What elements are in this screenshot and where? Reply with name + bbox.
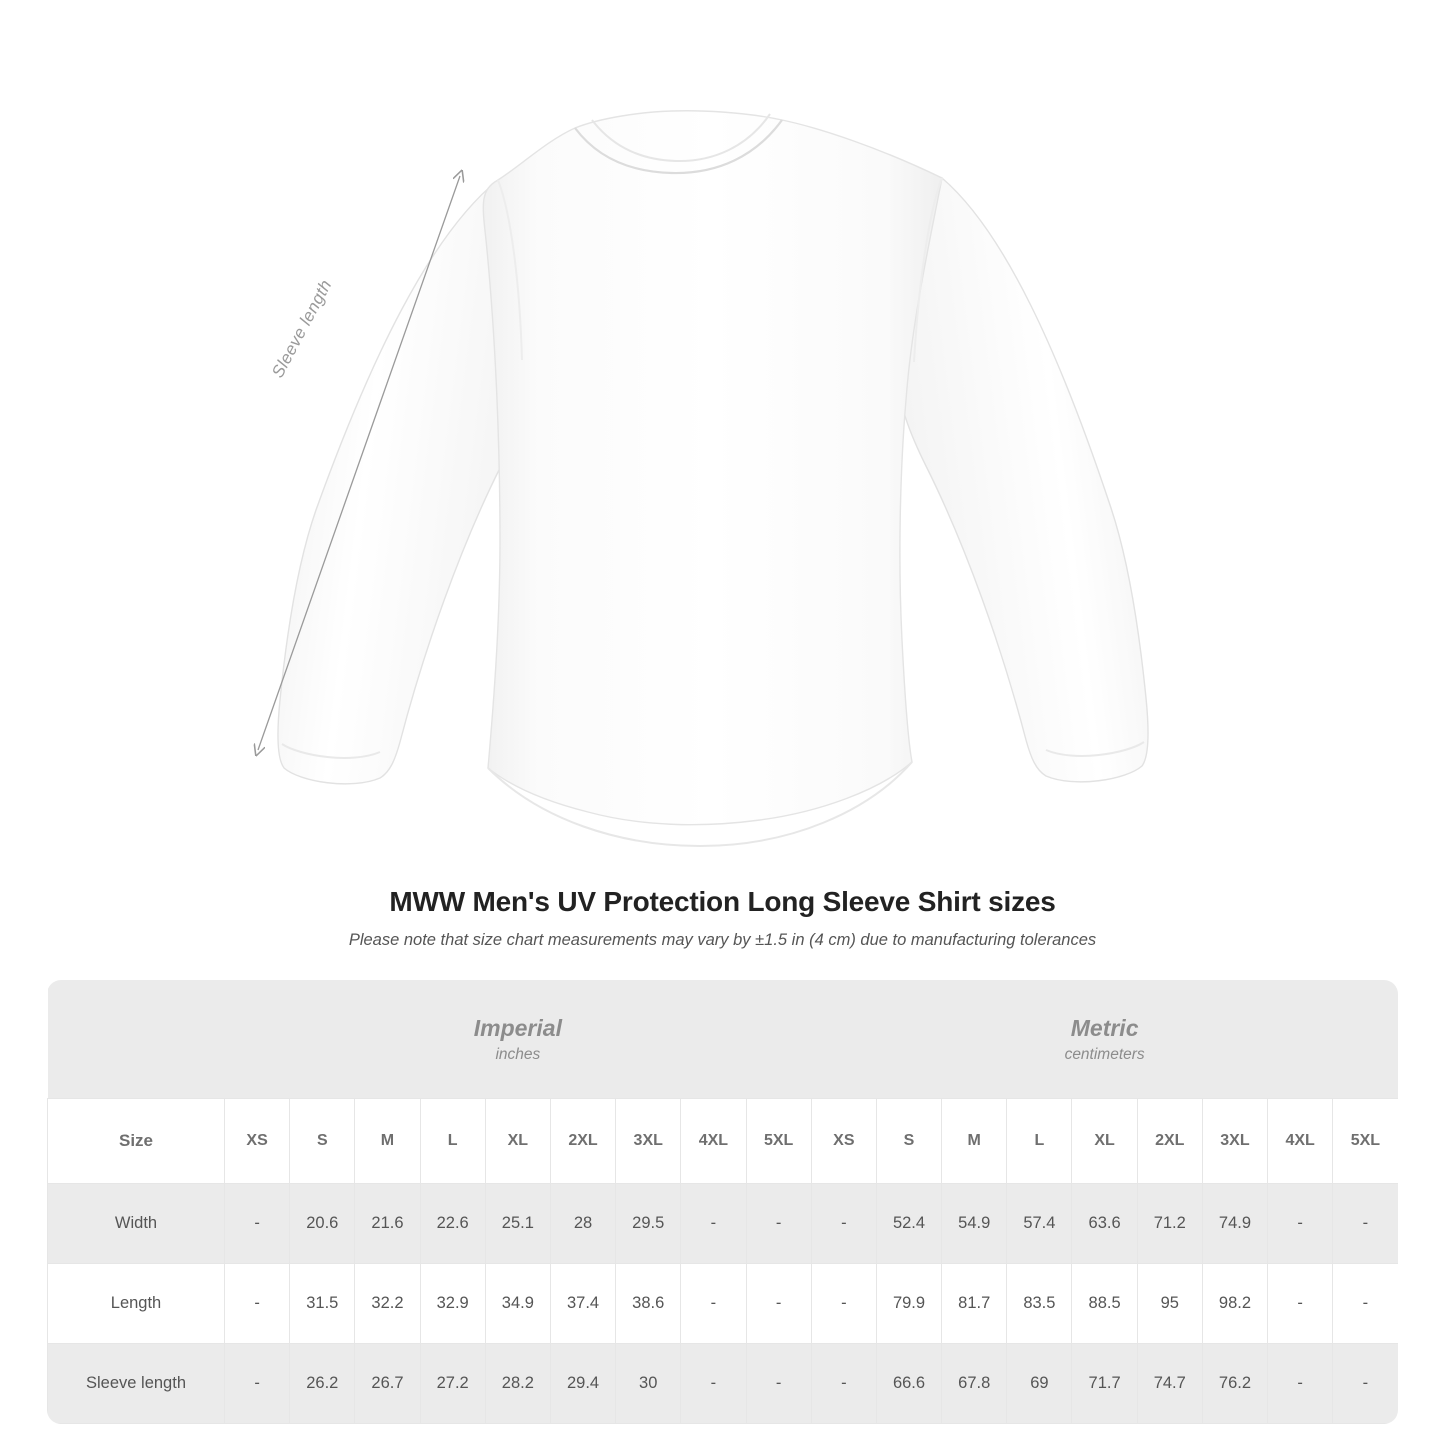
measurement-cell: 38.6	[616, 1264, 681, 1344]
measurement-cell: -	[746, 1344, 811, 1424]
measurement-cell: 26.2	[290, 1344, 355, 1424]
unit-group-imperial	[225, 980, 812, 1099]
size-column-header-10: S	[876, 1099, 941, 1184]
measurement-cell: 22.6	[420, 1184, 485, 1264]
measurement-cell: -	[681, 1264, 746, 1344]
page-title: MWW Men's UV Protection Long Sleeve Shirt sizes	[389, 886, 1056, 917]
measurement-cell: 57.4	[1007, 1184, 1072, 1264]
unit-group-sub: inches	[495, 1046, 541, 1064]
measurement-cell: 71.7	[1072, 1344, 1137, 1424]
measurement-cell: 32.9	[420, 1264, 485, 1344]
measurement-cell: 67.8	[942, 1344, 1007, 1424]
table-row	[48, 1344, 1399, 1424]
row-label: Length	[48, 1264, 225, 1344]
unit-header-row	[48, 980, 1399, 1099]
unit-group-metric	[811, 980, 1398, 1099]
size-column-header-14: 2XL	[1137, 1099, 1202, 1184]
measurement-cell: 29.5	[616, 1184, 681, 1264]
size-column-header-1: S	[290, 1099, 355, 1184]
measurement-cell: 52.4	[876, 1184, 941, 1264]
measurement-cell: -	[225, 1184, 290, 1264]
tolerance-note: Please note that size chart measurements may vary by ±1.5 in (4 cm) due to manufacturing tolerances	[348, 931, 1097, 949]
size-column-header-7: 4XL	[681, 1099, 746, 1184]
measurement-cell: 95	[1137, 1264, 1202, 1344]
size-column-header-16: 4XL	[1268, 1099, 1333, 1184]
sleeve-length-measure-label: Sleeve length	[268, 276, 336, 381]
size-column-header-11: M	[942, 1099, 1007, 1184]
measurement-cell: 30	[616, 1344, 681, 1424]
size-column-header-3: L	[420, 1099, 485, 1184]
size-header-row	[48, 1099, 1399, 1184]
measurement-cell: 21.6	[355, 1184, 420, 1264]
size-column-header-17: 5XL	[1333, 1099, 1398, 1184]
measurement-cell: 20.6	[290, 1184, 355, 1264]
measurement-cell: 98.2	[1202, 1264, 1267, 1344]
measurement-cell: -	[746, 1264, 811, 1344]
right-sleeve	[898, 178, 1148, 782]
table-row	[48, 1264, 1399, 1344]
measurement-cell: 88.5	[1072, 1264, 1137, 1344]
measurement-cell: 28.2	[485, 1344, 550, 1424]
size-column-header-4: XL	[485, 1099, 550, 1184]
size-chart	[47, 980, 1398, 1424]
size-column-header-2: M	[355, 1099, 420, 1184]
size-column-header-13: XL	[1072, 1099, 1137, 1184]
measurement-cell: 79.9	[876, 1264, 941, 1344]
measurement-cell: 34.9	[485, 1264, 550, 1344]
measurement-cell: 32.2	[355, 1264, 420, 1344]
measurement-cell: 81.7	[942, 1264, 1007, 1344]
measurement-cell: 26.7	[355, 1344, 420, 1424]
measurement-cell: 74.9	[1202, 1184, 1267, 1264]
unit-row-spacer	[48, 980, 225, 1099]
measurement-cell: 29.4	[550, 1344, 615, 1424]
size-column-header-12: L	[1007, 1099, 1072, 1184]
row-label: Sleeve length	[48, 1344, 225, 1424]
measurement-cell: 76.2	[1202, 1344, 1267, 1424]
measurement-cell: 31.5	[290, 1264, 355, 1344]
measurement-cell: -	[681, 1344, 746, 1424]
title-block	[0, 886, 1445, 950]
measurement-cell: -	[1333, 1184, 1398, 1264]
size-column-header-6: 3XL	[616, 1099, 681, 1184]
measurement-cell: 71.2	[1137, 1184, 1202, 1264]
size-column-header-0: XS	[225, 1099, 290, 1184]
measurement-cell: -	[1268, 1184, 1333, 1264]
measurement-cell: -	[811, 1264, 876, 1344]
measurement-cell: 69	[1007, 1344, 1072, 1424]
measurement-cell: 66.6	[876, 1344, 941, 1424]
unit-group-name: Metric	[1070, 1014, 1139, 1041]
size-column-header-8: 5XL	[746, 1099, 811, 1184]
measurement-cell: 83.5	[1007, 1264, 1072, 1344]
unit-group-sub: centimeters	[1064, 1046, 1145, 1064]
size-column-header-15: 3XL	[1202, 1099, 1267, 1184]
measurement-cell: 54.9	[942, 1184, 1007, 1264]
size-column-header-9: XS	[811, 1099, 876, 1184]
row-label: Width	[48, 1184, 225, 1264]
measurement-cell: 63.6	[1072, 1184, 1137, 1264]
measurement-cell: 25.1	[485, 1184, 550, 1264]
measurement-cell: 37.4	[550, 1264, 615, 1344]
measurement-cell: -	[1333, 1264, 1398, 1344]
measurement-cell: -	[746, 1184, 811, 1264]
size-table	[47, 980, 1398, 1424]
size-column-header: Size	[48, 1099, 225, 1184]
measurement-cell: 74.7	[1137, 1344, 1202, 1424]
measurement-cell: -	[1268, 1344, 1333, 1424]
measurement-cell: -	[225, 1344, 290, 1424]
measurement-cell: -	[811, 1344, 876, 1424]
measurement-cell: -	[1333, 1344, 1398, 1424]
measurement-cell: 27.2	[420, 1344, 485, 1424]
measurement-cell: -	[225, 1264, 290, 1344]
table-row	[48, 1184, 1399, 1264]
unit-group-name: Imperial	[473, 1014, 562, 1041]
shirt-body	[483, 111, 942, 825]
measurement-cell: -	[811, 1184, 876, 1264]
measurement-cell: 28	[550, 1184, 615, 1264]
measurement-cell: -	[1268, 1264, 1333, 1344]
measurement-cell: -	[681, 1184, 746, 1264]
size-column-header-5: 2XL	[550, 1099, 615, 1184]
